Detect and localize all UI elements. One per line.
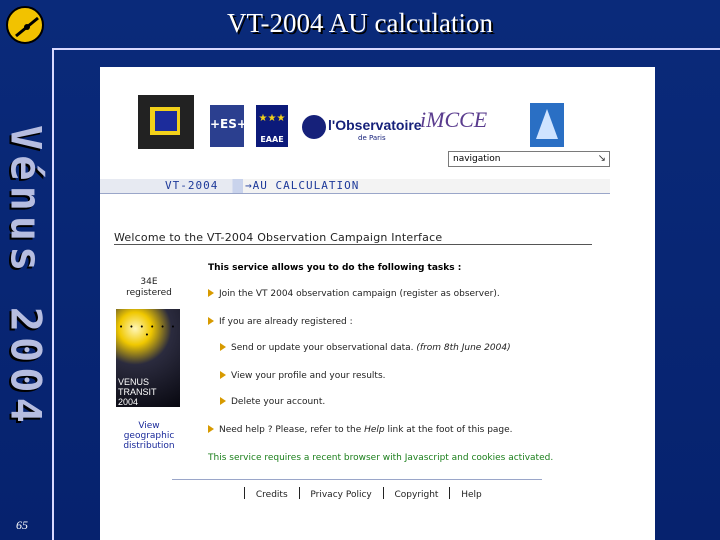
bullet-icon: [208, 289, 214, 297]
geographic-distribution-link[interactable]: View geographic distribution: [123, 421, 175, 451]
browser-requirement-note: This service requires a recent browser with Javascript and cookies activated.: [208, 453, 554, 463]
navigation-select-value: navigation: [453, 154, 501, 164]
footer-divider: [172, 479, 542, 480]
eaae-logo-icon[interactable]: ★★★ EAAE: [256, 105, 288, 147]
task-already-registered-label: If you are already registered :: [219, 317, 353, 327]
venus-transit-image[interactable]: • • • • • • • VENUS TRANSIT 2004: [116, 309, 180, 407]
navigation-select[interactable]: [448, 151, 610, 167]
left-divider: [52, 48, 54, 540]
task-help: [208, 425, 513, 435]
vertical-banner: [1, 86, 51, 466]
task-send-data[interactable]: [220, 343, 511, 353]
bullet-icon: [220, 343, 226, 351]
imcce-logo-icon[interactable]: iMCCE: [420, 107, 488, 132]
task-help-link[interactable]: Help: [364, 425, 385, 435]
task-help-after: link at the foot of this page.: [384, 425, 513, 435]
footer-link-help[interactable]: Help: [461, 490, 482, 500]
footer-separator: [449, 487, 450, 499]
slide-number: 65: [16, 518, 28, 532]
venus-transit-caption: VENUS TRANSIT 2004: [118, 377, 157, 407]
task-help-before: Need help ? Please, refer to the: [219, 425, 365, 435]
footer-link-privacy[interactable]: Privacy Policy: [310, 490, 372, 500]
eso-logo-icon[interactable]: +ES+: [210, 105, 244, 147]
footer-separator: [383, 487, 384, 499]
page-banner: [100, 179, 610, 193]
banner-subtitle: →AU CALCULATION: [245, 179, 360, 192]
footer-separator: [244, 487, 245, 499]
observatoire-de-paris-logo-icon[interactable]: l'Observatoire de Paris: [302, 107, 396, 147]
embedded-webpage: [100, 67, 655, 540]
bullet-icon: [208, 317, 214, 325]
registered-number: 34E: [140, 277, 158, 287]
slide-title: VT-2004 AU calculation: [227, 8, 493, 38]
bullet-icon: [220, 371, 226, 379]
bullet-icon: [220, 397, 226, 405]
task-delete-account[interactable]: [220, 397, 325, 407]
satellite-logo-icon[interactable]: [530, 103, 564, 147]
welcome-heading: Welcome to the VT-2004 Observation Campaign Interface: [114, 231, 592, 245]
banner-divider: [100, 193, 610, 194]
intro-text: This service allows you to do the following tasks :: [208, 263, 462, 273]
title-divider: [52, 48, 720, 50]
task-view-profile[interactable]: [220, 371, 386, 381]
european-science-week-logo-icon[interactable]: [138, 95, 194, 149]
task-send-data-label: Send or update your observational data.: [231, 343, 414, 353]
task-already-registered: [208, 317, 353, 327]
registered-label: registered: [126, 288, 172, 298]
dropdown-arrow-icon[interactable]: ↘: [597, 153, 606, 164]
registered-count: [114, 277, 184, 299]
banner-title: VT-2004: [165, 179, 219, 192]
task-delete-account-label: Delete your account.: [231, 397, 326, 407]
footer-links: [236, 487, 482, 500]
bullet-icon: [208, 425, 214, 433]
task-send-data-note: (from 8th June 2004): [416, 343, 511, 353]
task-view-profile-label: View your profile and your results.: [231, 371, 386, 381]
footer-link-credits[interactable]: Credits: [255, 490, 288, 500]
footer-link-copyright[interactable]: Copyright: [394, 490, 439, 500]
footer-separator: [299, 487, 300, 499]
task-join[interactable]: [208, 289, 500, 299]
vertical-banner-text: Vénus 2004: [1, 124, 51, 428]
task-join-label: Join the VT 2004 observation campaign (register as observer).: [219, 289, 500, 299]
